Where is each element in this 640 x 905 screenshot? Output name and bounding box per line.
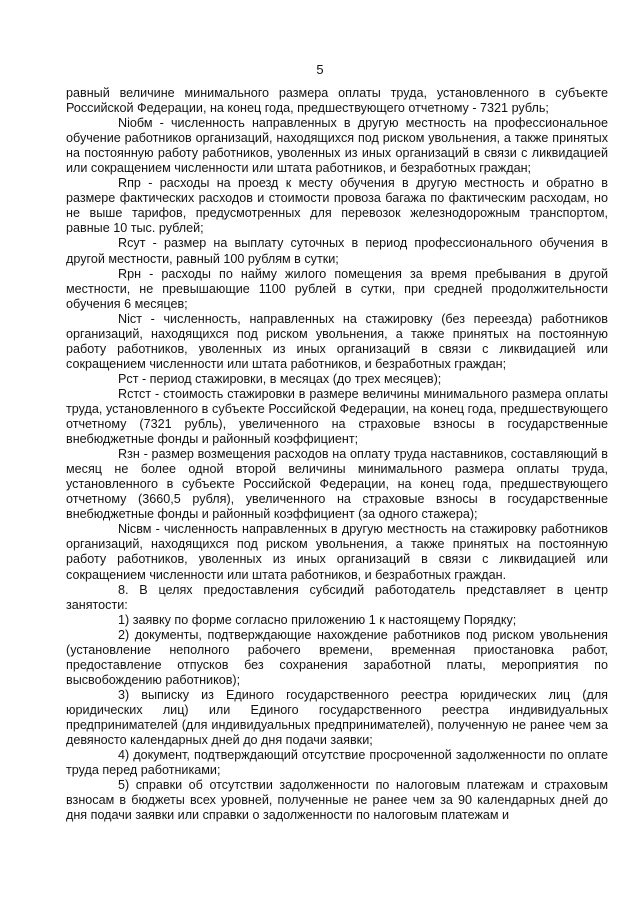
document-body [66, 86, 608, 823]
paragraph: Rпр - расходы на проезд к месту обучения в другую местность и обратно в размере фактических расходов и стоимости провоза багажа по фактическим расходам, но не выше тарифов, предусмотренных для перевозок железнодорожным транспортом, равные 10 тыс. рублей; [66, 176, 608, 236]
paragraph: 4) документ, подтверждающий отсутствие просроченной задолженности по оплате труда перед работниками; [66, 748, 608, 778]
paragraph: Рст - период стажировки, в месяцах (до трех месяцев); [118, 371, 442, 386]
paragraph: 1) заявку по форме согласно приложению 1 к настоящему Порядку; [118, 612, 517, 627]
paragraph: 5) справки об отсутствии задолженности по налоговым платежам и страховым взносам в бюджеты всех уровней, полученные не ранее чем за 90 календарных дней до дня подачи заявки или справки о задолженности по налоговым платежам и [66, 778, 608, 823]
page-number: 5 [316, 62, 324, 77]
paragraph: Rзн - размер возмещения расходов на оплату труда наставников, составляющий в месяц не более одной второй величины минимального размера оплаты труда, установленного в субъекте Российской Федерации, на конец года, предшествующего отчетному (3660,5 рубля), увеличенного на страховые взносы в государственные внебюджетные фонды и районный коэффициент (за одного стажера); [66, 447, 608, 522]
paragraph: Rрн - расходы по найму жилого помещения за время пребывания в другой местности, не превышающие 1100 рублей в сутки, при средней продолжительности обучения 6 месяцев; [66, 266, 608, 311]
paragraph: Niсвм - численность направленных в другую местность на стажировку работников организаций, находящихся под риском увольнения, а также принятых на постоянную работу работников, уволенных из иных организаций в связи с ликвидацией или сокращением численности или штата работников, и безработных граждан. [66, 522, 608, 582]
paragraph: 3) выписку из Единого государственного реестра юридических лиц (для юридических лиц) или Единого государственного реестра индивидуальных предпринимателей (для индивидуальных предпринимателей), полученную не ранее чем за девяносто календарных дней до дня подачи заявки; [66, 687, 608, 748]
paragraph: 8. В целях предоставления субсидий работодатель представляет в центр занятости: [66, 582, 608, 612]
paragraph: Rстст - стоимость стажировки в размере величины минимального размера оплаты труда, установленного в субъекте Российской Федерации, на конец года, предшествующего отчетному (7321 рубль), увеличенного на страховые взносы в государственные внебюджетные фонды и районный коэффициент; [66, 386, 608, 447]
paragraph: Niобм - численность направленных в другую местность на профессиональное обучение работников организаций, находящихся под риском увольнения, а также принятых на постоянную работу работников, уволенных из иных организаций в связи с ликвидацией или сокращением численности или штата работников, и безработных граждан; [66, 116, 608, 176]
paragraph: равный величине минимального размера оплаты труда, установленного в субъекте Российской Федерации, на конец года, предшествующего отчетному - 7321 рубль; [66, 86, 608, 116]
paragraph: Niст - численность, направленных на стажировку (без переезда) работников организаций, находящихся под риском увольнения, а также принятых на постоянную работу работников, уволенных из иных организаций в связи с ликвидацией или сокращением численности или штата работников, и безработных граждан; [66, 311, 608, 371]
paragraph: 2) документы, подтверждающие нахождение работников под риском увольнения (установление неполного рабочего времени, временная приостановка работ, предоставление отпусков без сохранения заработной платы, мероприятия по высвобождению работников); [66, 627, 608, 687]
paragraph: Rсут - размер на выплату суточных в период профессионального обучения в другой местности, равный 100 рублям в сутки; [66, 236, 608, 266]
